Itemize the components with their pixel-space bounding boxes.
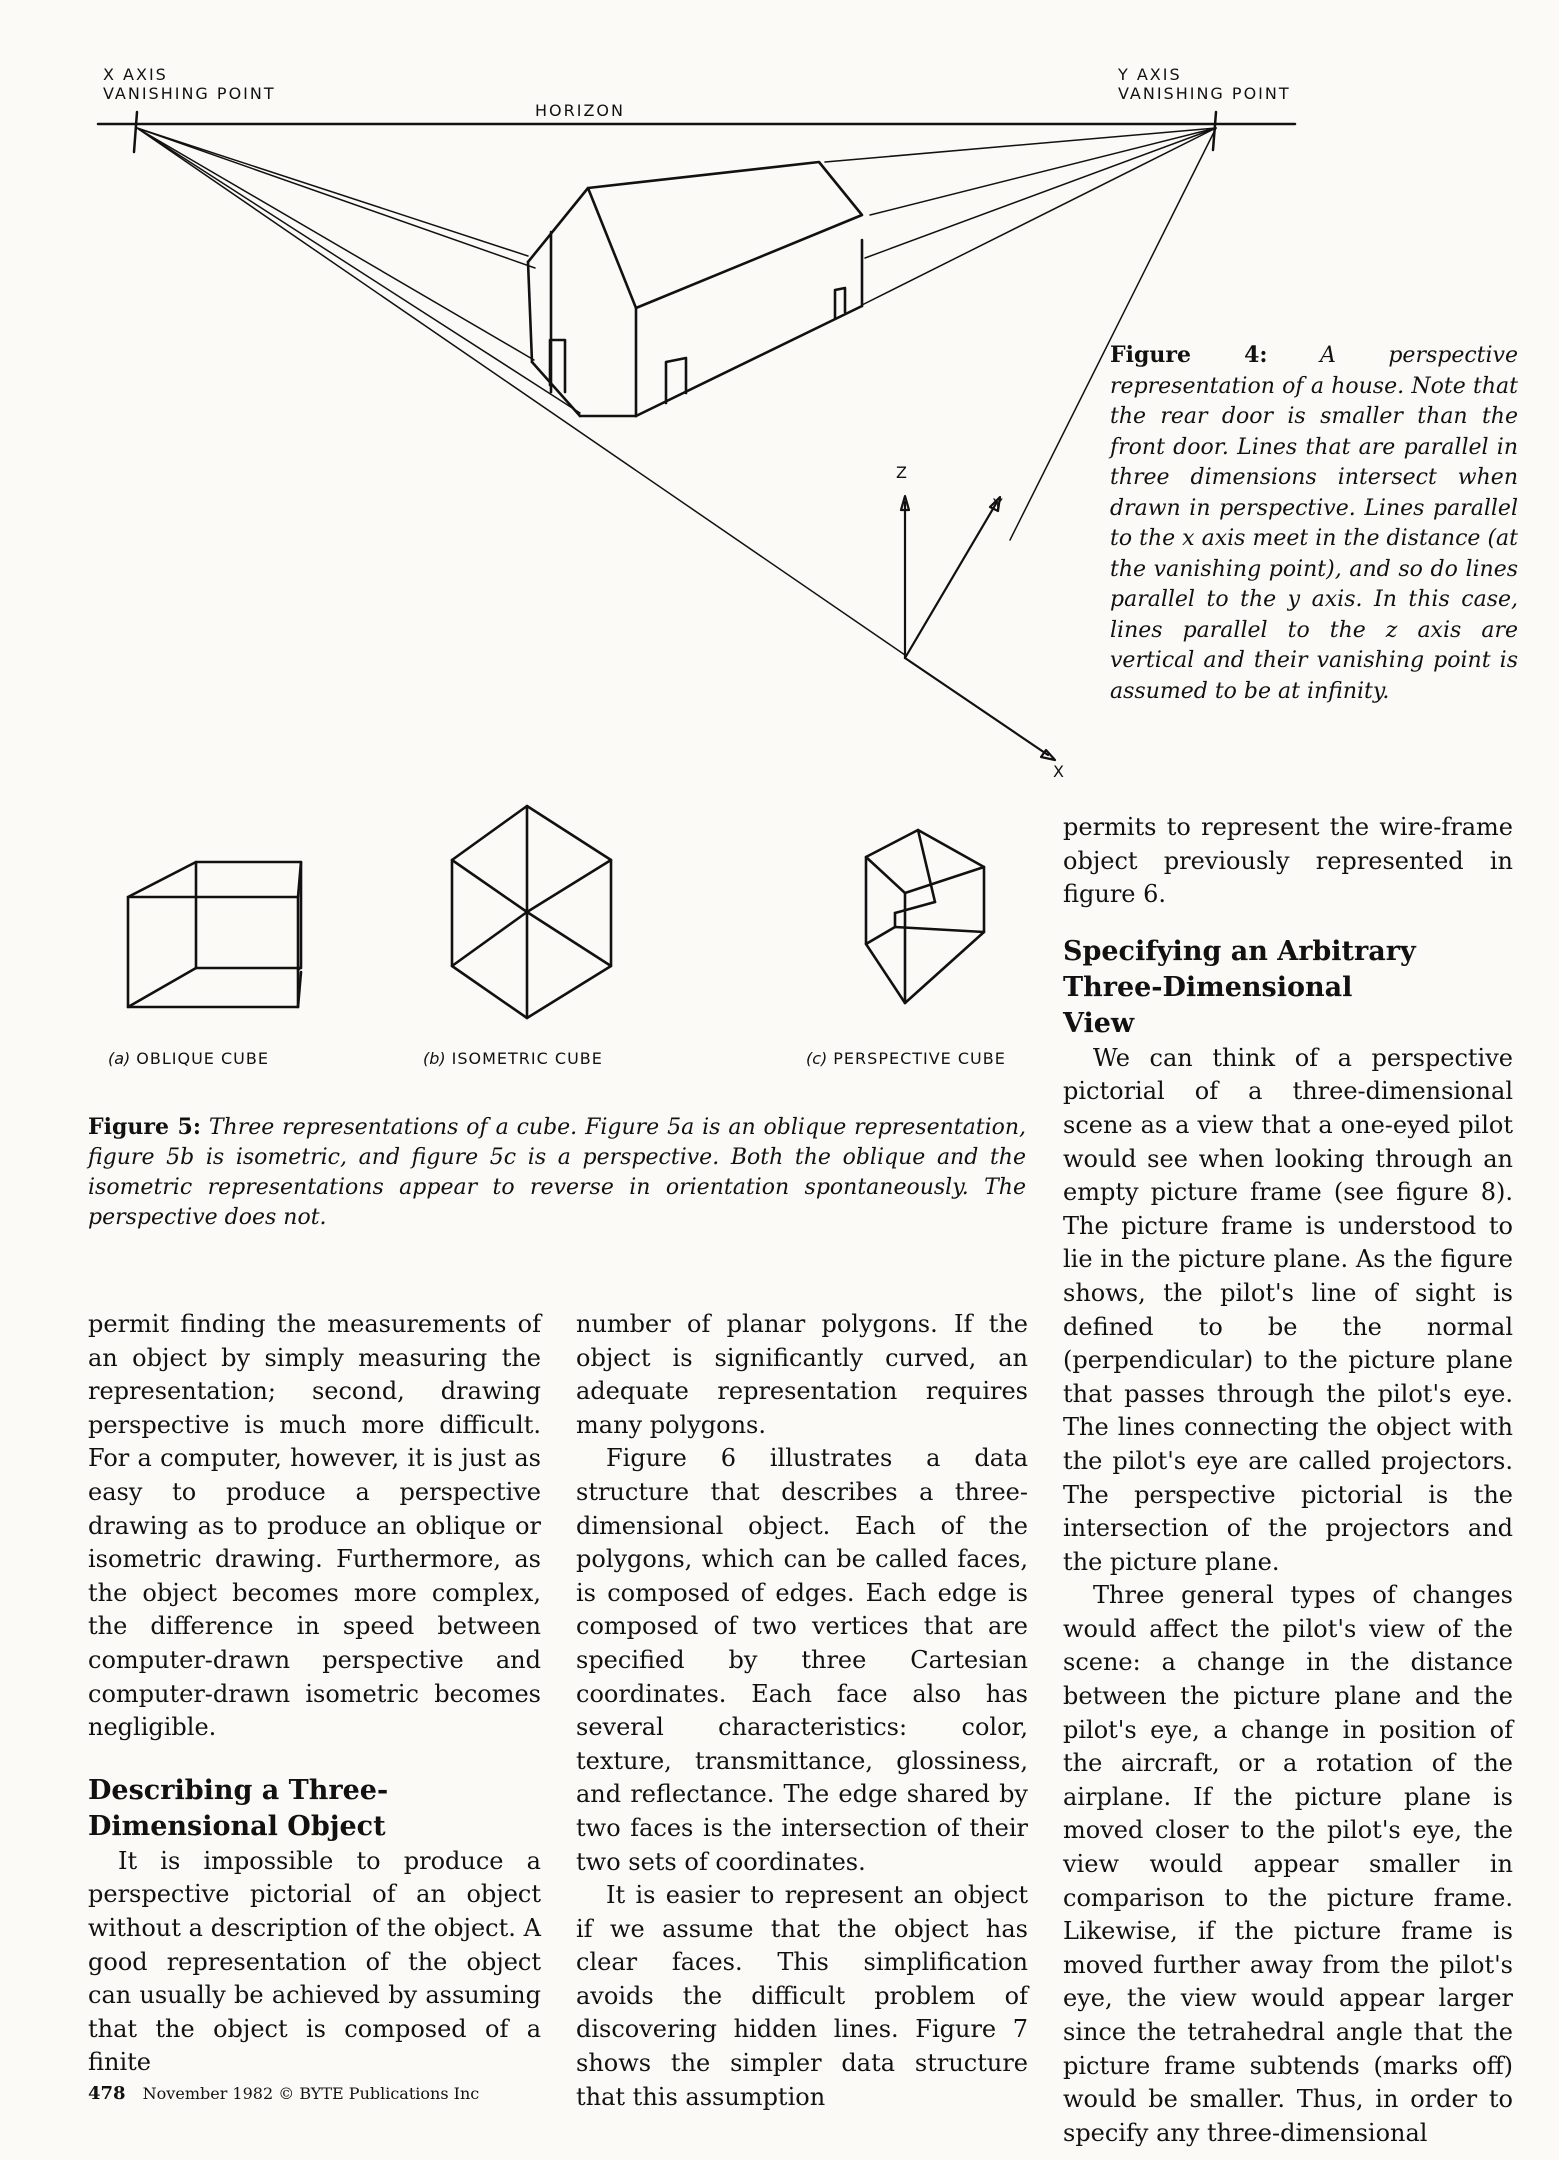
figure-5-caption-title: Figure 5: — [88, 1114, 201, 1140]
isometric-cube — [452, 806, 611, 1018]
col3-paragraph-2: We can think of a perspective pictorial of a three-dimensional scene as a view that a one-eyed pilot would see when looking through an empty picture frame (see figure 8). The picture frame is understood to lie in the picture plane. As the figure shows, the pilot's line of sight is defined to be the normal (perpendicular) to the picture plane that passes through the pilot's eye. The lines connecting the object with the pilot's eye are called projectors. The perspective pictorial is the intersection of the projectors and the picture plane. — [1063, 1043, 1513, 1576]
col2-paragraph-3: It is easier to represent an object if we assume that the object has clear faces. This simplification avoids the difficult problem of discovering hidden lines. Figure 7 shows the simpler data structure that this assumption — [576, 1881, 1028, 2111]
col2-paragraph-2: Figure 6 illustrates a data structure that describes a three-dimensional object. Each of the polygons, which can be called faces, is composed of edges. Each edge is composed of two vertices that are specified by three Cartesian coordinates. Each face also has several characteristics: color, texture, transmittance, glossiness, and reflectance. The edge shared by two faces is the intersection of their two sets of coordinates. — [576, 1444, 1028, 1876]
figure-5-caption — [88, 1112, 1026, 1233]
horizon-label: HORIZON — [535, 101, 625, 120]
col3-paragraph-1: permits to represent the wire-frame object previously represented in figure 6. — [1063, 813, 1513, 909]
x-axis-label: X — [1053, 762, 1066, 781]
cube-label-a-tag: (a) — [108, 1049, 131, 1068]
figure-4-caption-title: Figure 4: — [1110, 342, 1268, 368]
cube-label-b-tag: (b) — [423, 1049, 446, 1068]
page-footer — [88, 2083, 479, 2104]
cube-label-b — [423, 1049, 603, 1068]
x-axis-label-line2: VANISHING POINT — [103, 84, 276, 103]
cube-label-a — [108, 1049, 269, 1068]
col1-section-heading: Describing a Three-Dimensional Object — [88, 1774, 389, 1842]
column-2 — [576, 1308, 1028, 2114]
cube-label-c-text: PERSPECTIVE CUBE — [833, 1049, 1006, 1068]
column-1 — [88, 1308, 541, 2080]
perspective-cube — [866, 830, 984, 1003]
x-axis-label-line1: X AXIS — [103, 65, 168, 84]
cube-label-b-text: ISOMETRIC CUBE — [451, 1049, 603, 1068]
z-axis-label: Z — [896, 463, 909, 482]
figure-5-caption-text: Three representations of a cube. Figure 5a is an oblique representation, figure 5b is isometric, and figure 5c is a perspective. Both the oblique and the isometric representations appear to reverse in orientation spontaneously. The perspective does not. — [88, 1115, 1027, 1230]
y-axis-label-line1: Y AXIS — [1118, 65, 1182, 84]
col1-paragraph-2: It is impossible to produce a perspective pictorial of an object without a description of the object. A good representation of the object can usually be achieved by assuming that the object is composed of a finite — [88, 1846, 541, 2077]
figure-4-caption-text: A perspective representation of a house. Note that the rear door is smaller than the front door. Lines that are parallel in three dimensions intersect when drawn in perspective. Lines parallel to the x axis meet in the distance (at the vanishing point), and so do lines parallel to the y axis. In this case, lines parallel to the z axis are vertical and their vanishing point is assumed to be at infinity. — [1110, 343, 1518, 704]
oblique-cube — [128, 862, 301, 1007]
y-axis-label-line2: VANISHING POINT — [1118, 84, 1291, 103]
page-number: 478 — [88, 2083, 126, 2104]
col3-paragraph-3: Three general types of changes would affect the pilot's view of the scene: a change in the distance between the picture plane and the pilot's eye, a change in position of the aircraft, or a rotation of the airplane. If the picture plane is moved closer to the pilot's eye, the view would appear smaller in comparison to the picture frame. Likewise, if the picture frame is moved further away from the pilot's eye, the view would appear larger since the tetrahedral angle that the picture frame subtends (marks off) would be smaller. Thus, in order to specify any three-dimensional — [1063, 1581, 1513, 2147]
col3-section-heading: Specifying an Arbitrary Three-Dimensional View — [1063, 935, 1416, 1039]
footer-text: November 1982 © BYTE Publications Inc — [142, 2084, 480, 2103]
cube-label-a-text: OBLIQUE CUBE — [136, 1049, 269, 1068]
col1-paragraph-1: permit finding the measurements of an object by simply measuring the representation; second, drawing perspective is much more difficult. For a computer, however, it is just as easy to produce a perspective drawing as to produce an oblique or isometric drawing. Furthermore, as the object becomes more complex, the difference in speed between computer-drawn perspective and computer-drawn isometric becomes negligible. — [88, 1310, 541, 1742]
cube-label-c-tag: (c) — [806, 1049, 828, 1068]
column-3 — [1063, 811, 1513, 2150]
y-axis-label: Y — [993, 495, 1005, 514]
col2-paragraph-1: number of planar polygons. If the object is significantly curved, an adequate representation requires many polygons. — [576, 1310, 1028, 1439]
cube-label-c — [806, 1049, 1006, 1068]
